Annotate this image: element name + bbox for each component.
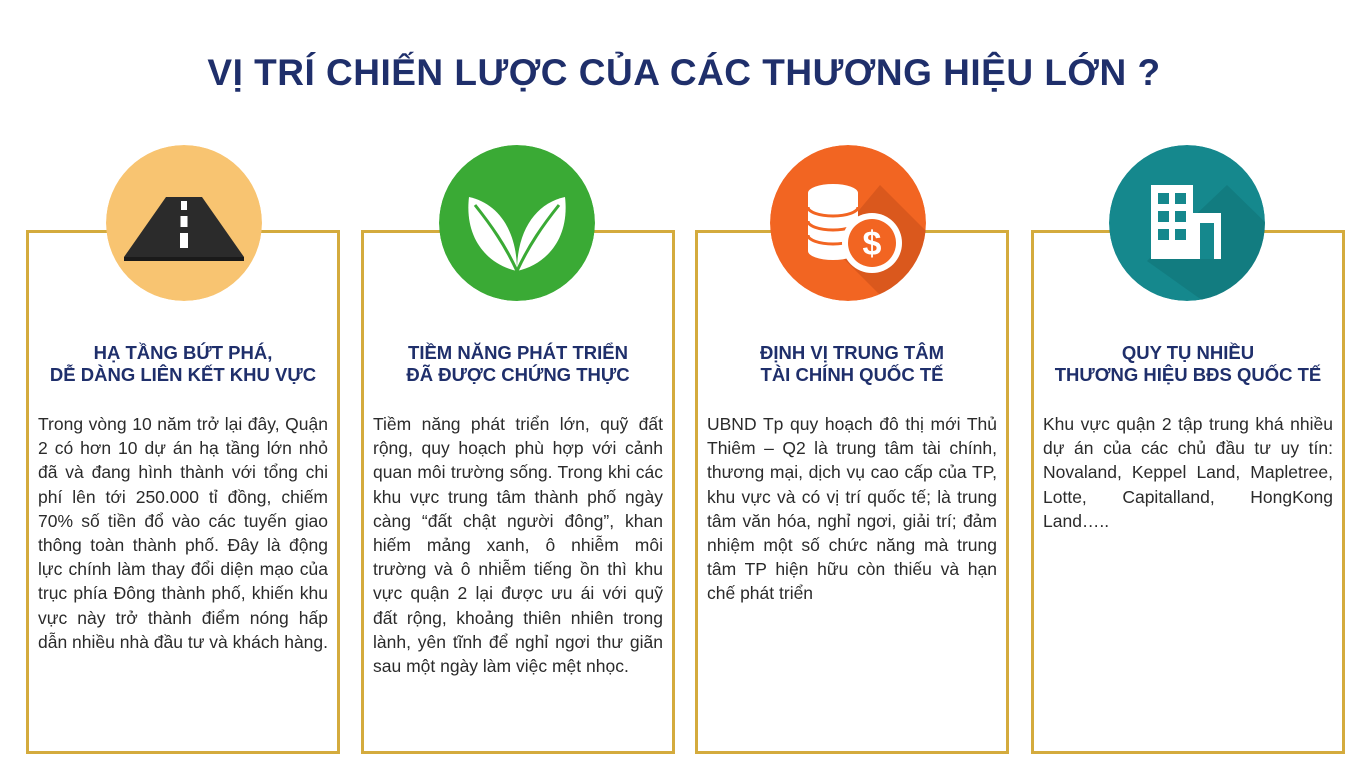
card-title-line1: TIỀM NĂNG PHÁT TRIỂN	[408, 342, 628, 363]
card-title-line2: THƯƠNG HIỆU BĐS QUỐC TẾ	[1054, 364, 1322, 385]
card-body: Tiềm năng phát triển lớn, quỹ đất rộng, quy hoạch phù hợp với cảnh quan môi trường sống. Trong khi các khu vực trung tâm thành phố ngày càng “đất chật người đông”, khan hiếm mảng xanh, ô nhiễm môi trường và ô nhiễm tiếng ồn thì khu vực quận 2 lại được ưu ái với quỹ đất rộng, khoảng thiên nhiên trong lành, yên tĩnh để nghỉ ngơi thư giãn sau một ngày làm việc mệt nhọc.	[373, 414, 663, 677]
card-potential	[361, 230, 675, 754]
card-title-line2: TÀI CHÍNH QUỐC TẾ	[760, 364, 944, 385]
card-body: Khu vực quận 2 tập trung khá nhiều dự án của các chủ đầu tư uy tín: Novaland, Keppel Land, Mapletree, Lotte, Capitalland, HongKong Land…..	[1043, 414, 1333, 531]
road-icon	[106, 145, 262, 301]
card-title	[698, 342, 1006, 386]
card-title	[364, 342, 672, 386]
card-title-line1: QUY TỤ NHIỀU	[1121, 342, 1255, 363]
card-title-line1: HẠ TẦNG BỨT PHÁ,	[93, 342, 273, 363]
card-body: UBND Tp quy hoạch đô thị mới Thủ Thiêm – Q2 là trung tâm tài chính, thương mại, dịch vụ cao cấp của TP, khu vực và có vị trí quốc tế; là trung tâm văn hóa, nghỉ ngơi, giải trí; đảm nhiệm một số chức năng mà trung tâm TP hiện hữu còn thiếu và hạn chế phát triển	[707, 414, 997, 604]
building-icon	[1109, 145, 1265, 301]
leaf-icon	[439, 145, 595, 301]
card-infrastructure	[26, 230, 340, 754]
svg-text:$: $	[862, 225, 882, 263]
card-brands	[1031, 230, 1345, 754]
card-title-line2: DỄ DÀNG LIÊN KẾT KHU VỰC	[49, 364, 317, 385]
card-title	[29, 342, 337, 386]
card-title-line1: ĐỊNH VỊ TRUNG TÂM	[760, 342, 944, 363]
card-title-line2: ĐÃ ĐƯỢC CHỨNG THỰC	[406, 364, 630, 385]
card-title	[1034, 342, 1342, 386]
page-title: VỊ TRÍ CHIẾN LƯỢC CỦA CÁC THƯƠNG HIỆU LỚN ?	[207, 52, 1161, 93]
coins-dollar-icon	[770, 145, 926, 301]
card-body: Trong vòng 10 năm trở lại đây, Quận 2 có hơn 10 dự án hạ tầng lớn nhỏ đã và đang hình thành với tổng chi phí lên tới 250.000 tỉ đồng, chiếm 70% số tiền đổ vào các tuyến giao thông toàn thành phố. Đây là động lực chính làm thay đổi diện mạo của trục phía Đông thành phố, khiến khu vực này trở thành điểm nóng hấp dẫn nhiều nhà đầu tư và khách hàng.	[38, 414, 328, 652]
card-financial-center	[695, 230, 1009, 754]
